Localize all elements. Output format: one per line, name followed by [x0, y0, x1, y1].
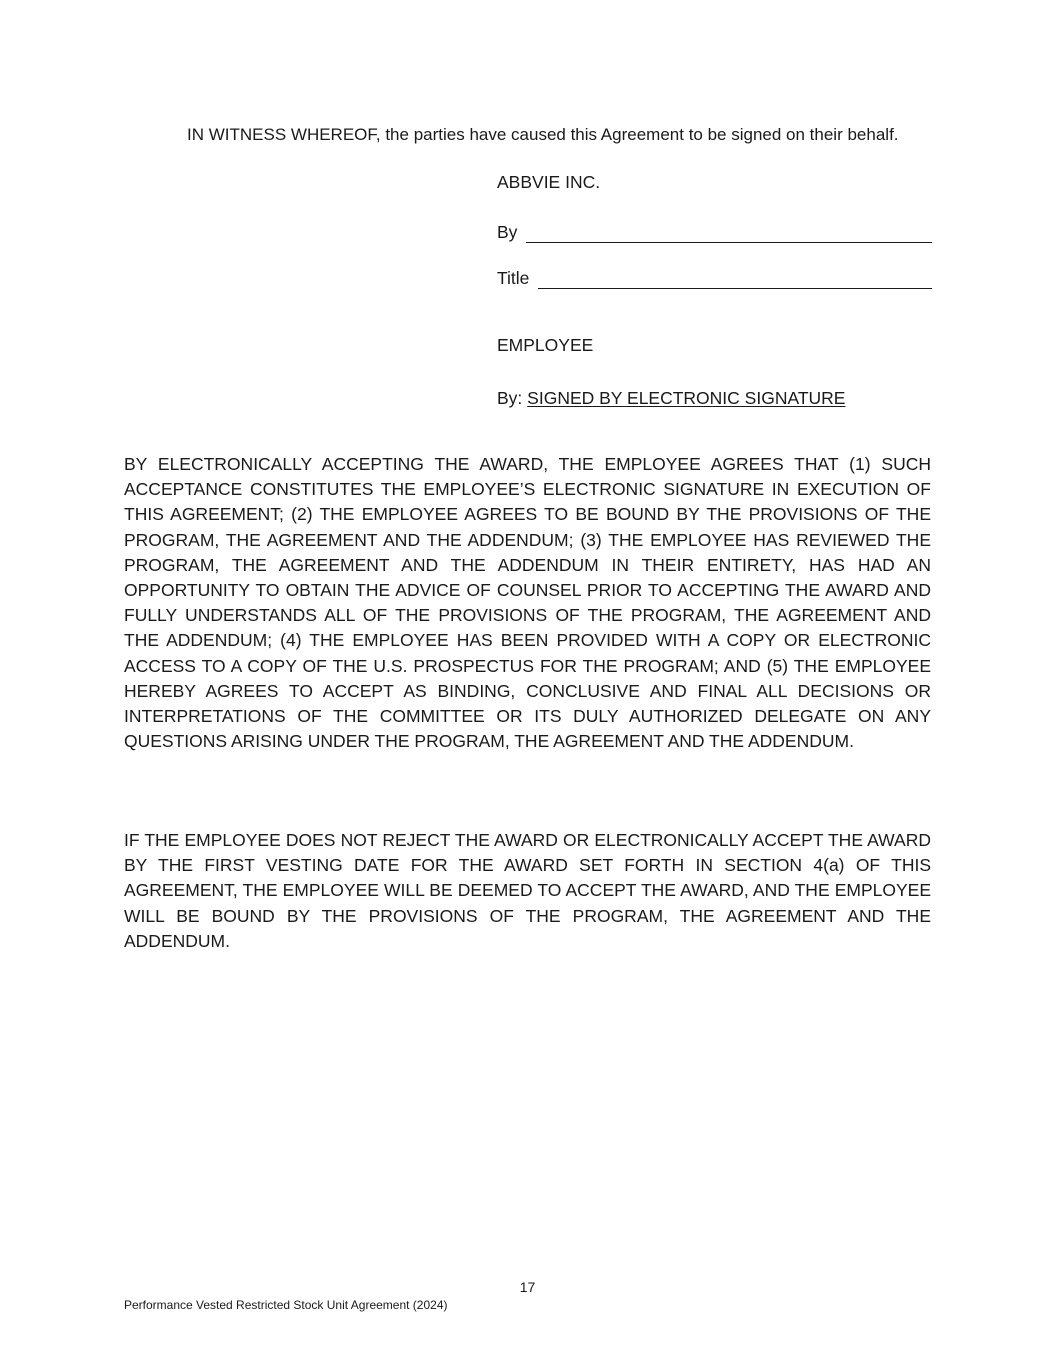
- company-title-label: Title: [497, 268, 530, 288]
- employee-signature-value: SIGNED BY ELECTRONIC SIGNATURE: [527, 388, 846, 408]
- by-signature-rule: [526, 225, 932, 243]
- deemed-acceptance-paragraph: IF THE EMPLOYEE DOES NOT REJECT THE AWARD OR ELECTRONICALLY ACCEPT THE AWARD BY THE FIRST VESTING DATE FOR THE AWARD SET FORTH IN SECTION 4(a) OF THIS AGREEMENT, THE EMPLOYEE WILL BE DEEMED TO ACCEPT THE AWARD, AND THE EMPLOYEE WILL BE BOUND BY THE PROVISIONS OF THE PROGRAM, THE AGREEMENT AND THE ADDENDUM.: [124, 830, 931, 951]
- company-title-line: [497, 267, 932, 289]
- employee-by-label: By:: [497, 388, 523, 408]
- page-number: 17: [519, 1279, 536, 1295]
- electronic-acceptance-paragraph: BY ELECTRONICALLY ACCEPTING THE AWARD, THE EMPLOYEE AGREES THAT (1) SUCH ACCEPTANCE CONSTITUTES THE EMPLOYEE’S ELECTRONIC SIGNATURE IN EXECUTION OF THIS AGREEMENT; (2) THE EMPLOYEE AGREES TO BE BOUND BY THE PROVISIONS OF THE PROGRAM, THE AGREEMENT AND THE ADDENDUM; (3) THE EMPLOYEE HAS REVIEWED THE PROGRAM, THE AGREEMENT AND THE ADDENDUM IN THEIR ENTIRETY, HAS HAD AN OPPORTUNITY TO OBTAIN THE ADVICE OF COUNSEL PRIOR TO ACCEPTING THE AWARD AND FULLY UNDERSTANDS ALL OF THE PROVISIONS OF THE PROGRAM, THE AGREEMENT AND THE ADDENDUM; (4) THE EMPLOYEE HAS BEEN PROVIDED WITH A COPY OR ELECTRONIC ACCESS TO A COPY OF THE U.S. PROSPECTUS FOR THE PROGRAM; AND (5) THE EMPLOYEE HEREBY AGREES TO ACCEPT AS BINDING, CONCLUSIVE AND FINAL ALL DECISIONS OR INTERPRETATIONS OF THE COMMITTEE OR ITS DULY AUTHORIZED DELEGATE ON ANY QUESTIONS ARISING UNDER THE PROGRAM, THE AGREEMENT AND THE ADDENDUM.: [124, 454, 931, 752]
- document-footer: Performance Vested Restricted Stock Unit Agreement (2024): [124, 1298, 448, 1312]
- title-signature-rule: [538, 271, 932, 289]
- witness-statement: IN WITNESS WHEREOF, the parties have caused this Agreement to be signed on their behalf.: [187, 125, 899, 144]
- employee-by-signature: [497, 387, 932, 409]
- company-by-label: By: [497, 222, 518, 242]
- company-name: ABBVIE INC.: [497, 172, 601, 192]
- employee-heading: EMPLOYEE: [497, 335, 594, 355]
- company-by-signature-line: [497, 221, 932, 243]
